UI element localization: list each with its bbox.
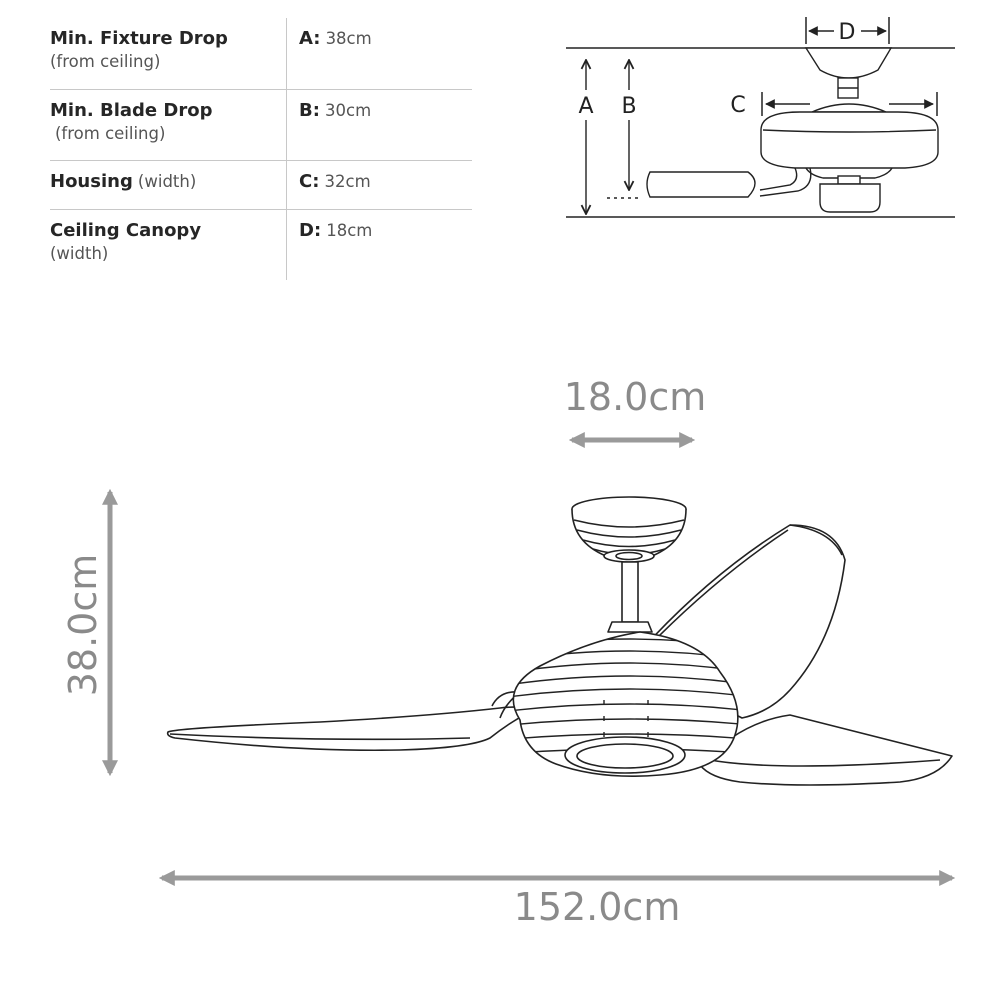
spec-label: Min. Fixture Drop xyxy=(50,28,228,49)
light-kit xyxy=(565,737,685,773)
spec-value: 30cm xyxy=(325,101,372,120)
downrod xyxy=(608,562,652,632)
letter-c: C xyxy=(730,93,746,118)
spec-value: 38cm xyxy=(325,29,372,48)
height-label: 38.0cm xyxy=(61,553,105,697)
spec-key: A: xyxy=(299,28,321,49)
spec-label: Housing xyxy=(50,171,133,192)
blade-left xyxy=(168,707,530,750)
spec-key: B: xyxy=(299,100,320,121)
letter-a: A xyxy=(578,94,594,119)
spec-key: D: xyxy=(299,220,322,241)
ceiling-canopy xyxy=(572,497,686,562)
spec-value: 18cm xyxy=(326,221,373,240)
spec-sublabel: (width) xyxy=(137,172,197,191)
dimension-canopy-width xyxy=(564,375,707,440)
dimension-span xyxy=(162,878,952,929)
span-label: 152.0cm xyxy=(513,885,681,929)
spec-value: 32cm xyxy=(324,172,371,191)
canopy-width-label: 18.0cm xyxy=(563,375,707,419)
spec-sublabel: (from ceiling) xyxy=(55,124,166,143)
dimension-height xyxy=(61,492,110,773)
ceiling-fan-drawing xyxy=(168,497,952,785)
letter-b: B xyxy=(621,94,637,119)
spec-sublabel: (width) xyxy=(50,244,109,263)
letter-d: D xyxy=(838,20,856,45)
spec-key: C: xyxy=(299,171,320,192)
spec-label: Ceiling Canopy xyxy=(50,220,202,241)
spec-sublabel: (from ceiling) xyxy=(50,52,161,71)
spec-label: Min. Blade Drop xyxy=(50,100,213,121)
